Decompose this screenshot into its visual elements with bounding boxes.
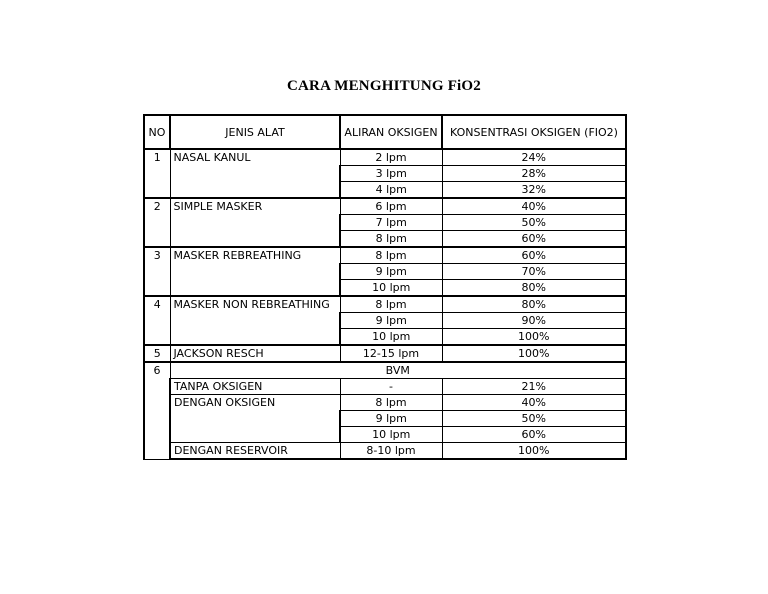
row-number: 2 [144, 198, 170, 247]
device-name: DENGAN OKSIGEN [170, 395, 340, 443]
device-name: SIMPLE MASKER [170, 198, 340, 247]
table-row [144, 149, 626, 166]
device-name: NASAL KANUL [170, 149, 340, 198]
table-row [144, 198, 626, 215]
fio2-cell: 60% [442, 231, 626, 248]
flow-rate-cell: 9 lpm [340, 411, 442, 427]
header-aliran-oksigen: ALIRAN OKSIGEN [340, 115, 442, 149]
table-row [144, 443, 626, 460]
row-number: 5 [144, 345, 170, 362]
fio2-cell: 100% [442, 443, 626, 460]
fio2-cell: 70% [442, 264, 626, 280]
row-number: 3 [144, 247, 170, 296]
flow-rate-cell: 9 lpm [340, 313, 442, 329]
table-row [144, 247, 626, 264]
flow-rate-cell: 7 lpm [340, 215, 442, 231]
device-name: JACKSON RESCH [170, 345, 340, 362]
fio2-cell: 28% [442, 166, 626, 182]
flow-rate-cell: 8-10 lpm [340, 443, 442, 460]
flow-rate-cell: 4 lpm [340, 182, 442, 199]
fio2-cell: 60% [442, 427, 626, 443]
flow-rate-cell: 10 lpm [340, 280, 442, 297]
header-konsentrasi-oksigen: KONSENTRASI OKSIGEN (FIO2) [442, 115, 626, 149]
fio2-table [143, 114, 627, 460]
fio2-cell: 80% [442, 280, 626, 297]
flow-rate-cell: 8 lpm [340, 247, 442, 264]
header-jenis-alat: JENIS ALAT [170, 115, 340, 149]
fio2-cell: 90% [442, 313, 626, 329]
flow-rate-cell: 10 lpm [340, 427, 442, 443]
device-name: MASKER NON REBREATHING [170, 296, 340, 345]
fio2-cell: 80% [442, 296, 626, 313]
fio2-cell: 50% [442, 215, 626, 231]
fio2-cell: 50% [442, 411, 626, 427]
fio2-cell: 21% [442, 379, 626, 395]
flow-rate-cell: 9 lpm [340, 264, 442, 280]
fio2-cell: 32% [442, 182, 626, 199]
flow-rate-cell: 10 lpm [340, 329, 442, 346]
table-row [144, 395, 626, 411]
flow-rate-cell: 8 lpm [340, 231, 442, 248]
table-header-row [144, 115, 626, 149]
row-number: 4 [144, 296, 170, 345]
device-name: MASKER REBREATHING [170, 247, 340, 296]
flow-rate-cell: 8 lpm [340, 395, 442, 411]
fio2-cell: 40% [442, 198, 626, 215]
flow-rate-cell: 12-15 lpm [340, 345, 442, 362]
table-row [144, 345, 626, 362]
bvm-label: BVM [170, 362, 626, 379]
table-row [144, 296, 626, 313]
flow-rate-cell: 3 lpm [340, 166, 442, 182]
fio2-cell: 60% [442, 247, 626, 264]
flow-rate-cell: - [340, 379, 442, 395]
page-title: CARA MENGHITUNG FiO2 [286, 78, 481, 94]
table-row [144, 379, 626, 395]
device-name: DENGAN RESERVOIR [170, 443, 340, 460]
flow-rate-cell: 6 lpm [340, 198, 442, 215]
flow-rate-cell: 8 lpm [340, 296, 442, 313]
row-number: 1 [144, 149, 170, 198]
fio2-cell: 40% [442, 395, 626, 411]
row-number: 6 [144, 362, 170, 459]
device-name: TANPA OKSIGEN [170, 379, 340, 395]
fio2-cell: 100% [442, 345, 626, 362]
fio2-cell: 24% [442, 149, 626, 166]
fio2-cell: 100% [442, 329, 626, 346]
header-no: NO [144, 115, 170, 149]
table-row [144, 362, 626, 379]
flow-rate-cell: 2 lpm [340, 149, 442, 166]
